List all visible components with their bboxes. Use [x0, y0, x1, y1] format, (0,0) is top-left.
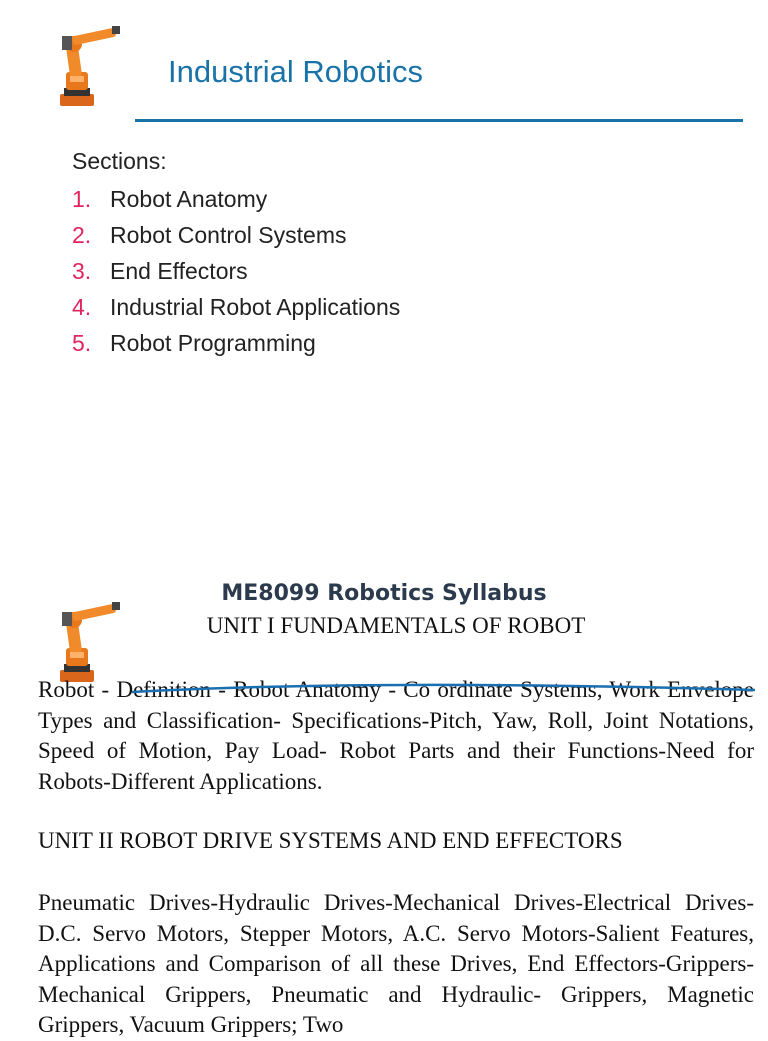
list-item-label: Robot Programming: [110, 330, 316, 356]
slide-syllabus: [0, 560, 768, 1037]
list-item-number: 1.: [72, 186, 92, 212]
syllabus-heading: ME8099 Robotics Syllabus: [221, 581, 547, 606]
unit2-title: UNIT II ROBOT DRIVE SYSTEMS AND END EFFECTORS: [38, 828, 623, 853]
list-item-label: End Effectors: [110, 258, 248, 284]
title-divider: [135, 119, 743, 122]
list-item-label: Industrial Robot Applications: [110, 294, 401, 320]
list-item-number: 5.: [72, 330, 92, 356]
list-item-number: 4.: [72, 294, 92, 320]
list-item-number: 2.: [72, 222, 92, 248]
unit2-paragraph: Pneumatic Drives-Hydraulic Drives-Mechanical Drives-Electrical Drives-D.C. Servo Motors, Stepper Motors, A.C. Servo Motors-Salient Features, Applications and Comparison of all these Drives, End Effectors-Grippers-Mechanical Grippers, Pneumatic and Hydraulic- Grippers, Magnetic Grippers, Vacuum Grippers; Two: [38, 890, 754, 1037]
unit1-paragraph: Robot - Definition - Robot Anatomy - Co ordinate Systems, Work Envelope Types and Classification- Specifications-Pitch, Yaw, Roll, Joint Notations, Speed of Motion, Pay Load- Robot Parts and their Functions-Need for Robots-Different Applications.: [38, 677, 754, 794]
unit1-title: UNIT I FUNDAMENTALS OF ROBOT: [206, 613, 586, 638]
list-item-label: Robot Control Systems: [110, 222, 347, 248]
sections-label: Sections:: [72, 148, 167, 174]
list-item-label: Robot Anatomy: [110, 186, 268, 212]
list-item: [72, 327, 400, 363]
list-item: [72, 183, 400, 219]
list-item: [72, 255, 400, 291]
industrial-robot-arm-icon: [50, 14, 122, 110]
sections-list: [72, 183, 400, 363]
slide-title: Industrial Robotics: [168, 54, 424, 89]
list-item-number: 3.: [72, 258, 92, 284]
list-item: [72, 219, 400, 255]
list-item: [72, 291, 400, 327]
